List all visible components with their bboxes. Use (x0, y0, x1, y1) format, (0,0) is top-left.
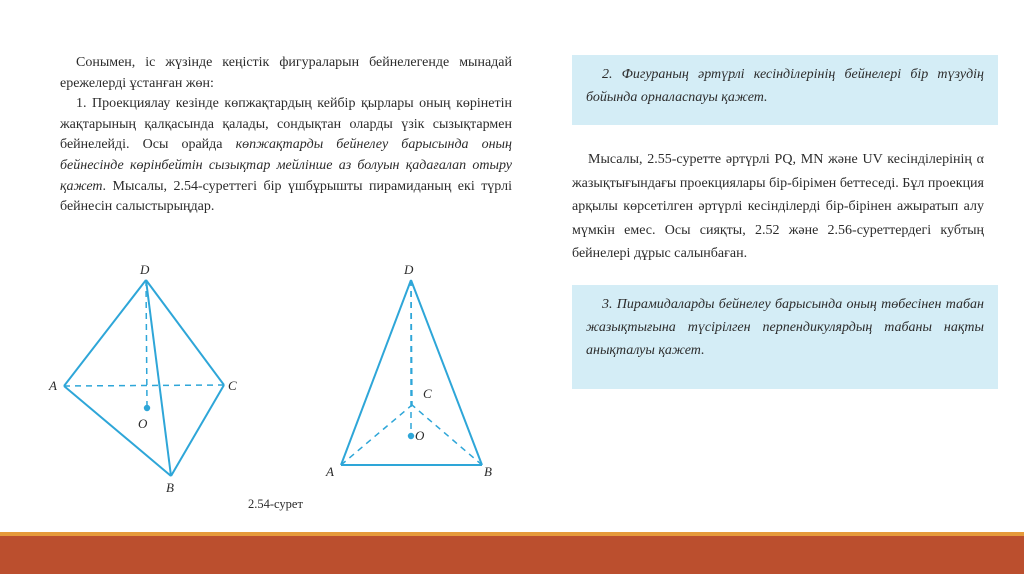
label-c: C (423, 386, 432, 401)
rule1-end-text: . Мысалы, 2.54-суреттегі бір үшбұрышты пирамиданың екі түрлі бейнесін салыстырыңдар. (60, 178, 512, 215)
rule-2-box (572, 55, 998, 125)
edge-da (64, 280, 146, 386)
label-b: B (484, 464, 492, 479)
figure-2-54 (0, 0, 520, 500)
right-pyramid (341, 280, 482, 465)
height-do-hidden (146, 280, 147, 406)
label-o: O (415, 428, 425, 443)
rule-2-text: 2. Фигураның әртүрлі кесінділерінің бейнелері бір түзудің бойында орналаспауы қажет. (586, 67, 984, 105)
label-d: D (140, 262, 150, 277)
right-pyramid-labels (325, 262, 492, 479)
footer-bar (0, 532, 1024, 574)
label-o: O (138, 416, 148, 431)
point-o (145, 406, 149, 410)
label-c: C (228, 378, 237, 393)
rule1-italic-text: көпжақтарды бейнелеу барысында оның бейнесінде көрінбейтін сызықтар мейлінше аз болуын қадағалап отыру қажет (60, 137, 512, 194)
edge-cb (171, 385, 224, 476)
example-paragraph (572, 148, 984, 266)
edge-dc-hidden (411, 280, 412, 405)
edge-ab (64, 386, 171, 476)
rule1-start-text: 1. Проекциялау кезінде көпжақтардың кейбір қырлары оның көрінетін жақтарының қалқасында қалады, сондықтан оларды үзік сызықтармен бейнелейді. Осы орайда (60, 96, 512, 153)
footer-accent-line (0, 532, 1024, 536)
left-pyramid (64, 280, 224, 476)
edge-da (341, 280, 411, 465)
label-b: B (166, 480, 174, 495)
intro-text: Сонымен, іс жүзінде кеңістік фигураларын бейнелегенде мынадай ережелерді ұстанған жөн: (60, 55, 512, 91)
edge-ac-hidden (64, 385, 224, 386)
example-text: Мысалы, 2.55-суретте әртүрлі PQ, MN және UV кесінділерінің α жазықтығындағы проекциялары бір-бірімен беттеседі. Бұл проекция арқылы көрсетілген әртүрлі кесінділерді бір-бірінен ажыратып алу мүмкін емес. Осы сияқты, 2.52 және 2.56-суреттердегі кубтың бейнелері дұрыс салынбаған. (572, 152, 984, 261)
label-a: A (326, 464, 334, 479)
figure-caption: 2.54-сурет (248, 497, 303, 511)
point-o (409, 434, 413, 438)
left-pyramid-labels (48, 262, 237, 495)
rule-3-box (572, 285, 998, 389)
label-d: D (404, 262, 414, 277)
label-a: A (49, 378, 57, 393)
rule-3-text: 3. Пирамидаларды бейнелеу барысында оның төбесінен табан жазықтығына түсірілген перпендикулярдың табаны нақты анықталуы қажет. (586, 297, 984, 358)
